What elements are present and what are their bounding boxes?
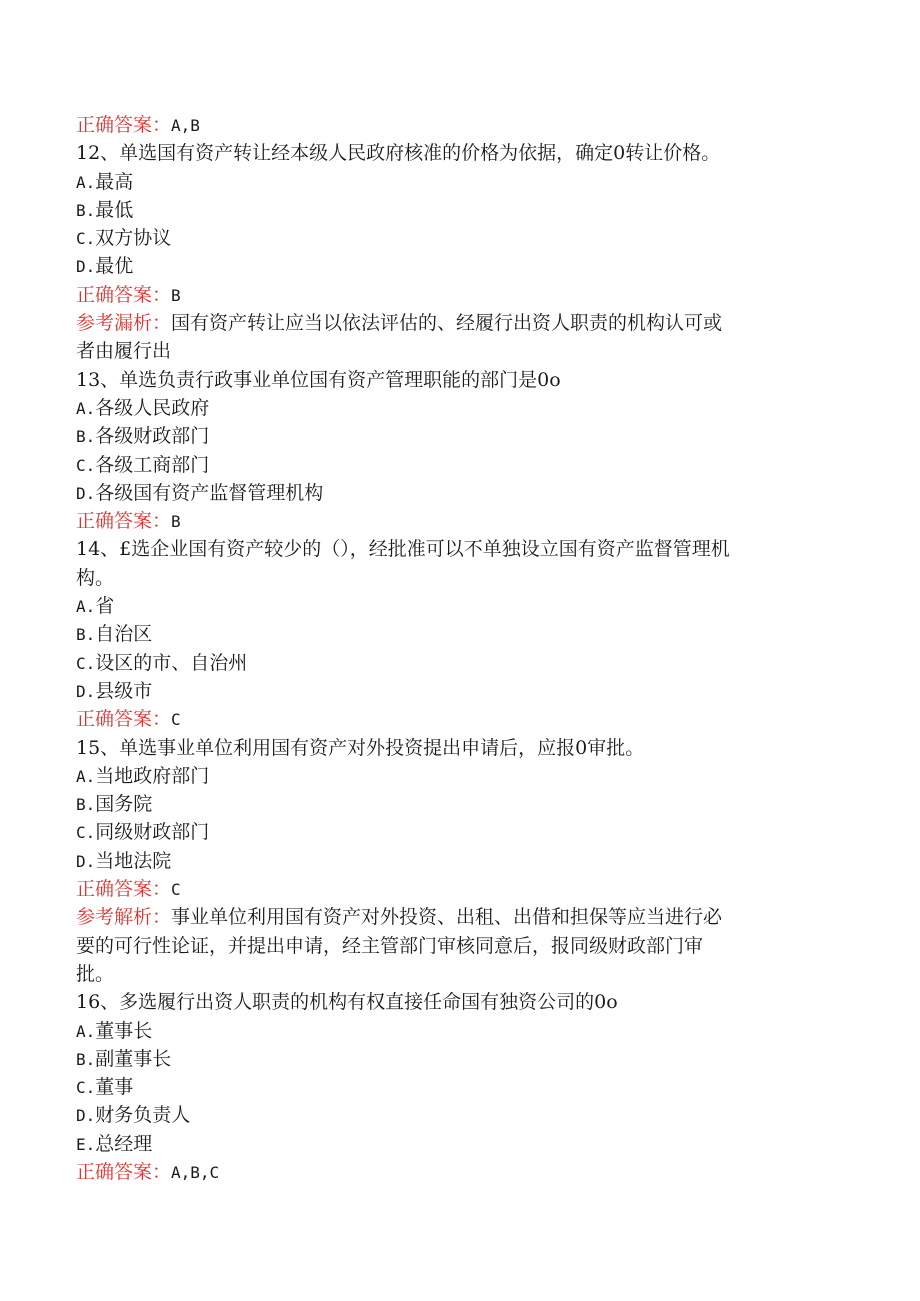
- answer-label: 正确答案：: [76, 114, 172, 136]
- answer-line: [76, 507, 836, 535]
- option-item: [76, 818, 836, 846]
- option-letter: C.: [76, 455, 96, 475]
- analysis-text: 国有资产转让应当以依法评估的、经履行出资人职责的机构认可或: [171, 312, 723, 335]
- analysis-text: 批。: [76, 962, 115, 985]
- option-item: [76, 1017, 836, 1045]
- question-block: [76, 366, 836, 536]
- option-letter: C.: [76, 1078, 96, 1098]
- answer-line: [76, 111, 836, 139]
- option-text: 同级财政部门: [95, 821, 210, 844]
- analysis-text: 者由履行出: [76, 340, 172, 363]
- answer-label: 正确答案：: [76, 708, 172, 731]
- option-text: 当地政府部门: [95, 764, 210, 787]
- option-item: [76, 677, 836, 705]
- option-item: [76, 620, 836, 648]
- option-text: 省: [95, 595, 115, 618]
- option-text: 最高: [95, 170, 134, 193]
- option-item: [76, 422, 836, 450]
- option-letter: E.: [76, 1134, 96, 1154]
- option-item: [76, 592, 836, 620]
- option-letter: C.: [76, 653, 96, 673]
- answer-line: [76, 1158, 836, 1186]
- option-letter: B.: [76, 427, 96, 447]
- option-letter: D.: [76, 681, 96, 701]
- option-text: 国务院: [95, 793, 153, 816]
- question-block: [76, 139, 836, 365]
- option-text: 董事: [95, 1076, 134, 1099]
- question-block: [76, 734, 836, 989]
- option-letter: C.: [76, 823, 96, 843]
- option-letter: D.: [76, 851, 96, 871]
- question-text: 构。: [76, 566, 115, 589]
- option-item: [76, 790, 836, 818]
- answer-line: [76, 705, 836, 733]
- answer-value: B: [171, 512, 181, 532]
- option-letter: D.: [76, 1106, 96, 1126]
- option-letter: D.: [76, 257, 96, 277]
- option-text: 最优: [95, 255, 134, 278]
- analysis-label: 参考漏析：: [76, 312, 172, 335]
- option-text: 总经理: [95, 1132, 153, 1155]
- option-item: [76, 1073, 836, 1101]
- question-text: 12、单选国有资产转让经本级人民政府核准的价格为依据，确定0转让价格。: [76, 142, 721, 165]
- answer-label: 正确答案：: [76, 1160, 172, 1183]
- question-text: 14、£选企业国有资产较少的（），经批准可以不单独设立国有资产监督管理机: [76, 538, 730, 561]
- option-letter: C.: [76, 229, 96, 249]
- analysis-line: [76, 903, 836, 931]
- document-page: [76, 111, 836, 1186]
- answer-value: A,B,C: [171, 1162, 220, 1182]
- question-block: [76, 988, 836, 1186]
- option-letter: B.: [76, 1049, 96, 1069]
- option-text: 副董事长: [95, 1047, 172, 1070]
- option-text: 各级财政部门: [95, 425, 210, 448]
- question-text: 16、多选履行出资人职责的机构有权直接任命国有独资公司的0o: [76, 991, 618, 1014]
- answer-label: 正确答案：: [76, 283, 172, 306]
- option-text: 各级人民政府: [95, 396, 210, 419]
- question-block: [76, 535, 836, 733]
- option-text: 各级工商部门: [95, 453, 210, 476]
- question-text: 13、单选负责行政事业单位国有资产管理职能的部门是0o: [76, 368, 561, 391]
- analysis-line: [76, 309, 836, 337]
- analysis-label: 参考解析：: [76, 906, 172, 929]
- option-item: [76, 252, 836, 280]
- option-letter: A.: [76, 172, 96, 192]
- answer-line: [76, 281, 836, 309]
- option-item: [76, 762, 836, 790]
- analysis-text: 要的可行性论证，并提出申请，经主管部门审核同意后，报同级财政部门审: [76, 934, 704, 957]
- option-letter: A.: [76, 398, 96, 418]
- option-letter: A.: [76, 766, 96, 786]
- option-text: 县级市: [95, 679, 153, 702]
- answer-label: 正确答案：: [76, 878, 172, 901]
- answer-value: B: [171, 285, 181, 305]
- analysis-line: [76, 960, 836, 988]
- option-letter: D.: [76, 483, 96, 503]
- answer-value: A,B: [171, 116, 200, 135]
- option-letter: B.: [76, 625, 96, 645]
- option-text: 财务负责人: [95, 1104, 191, 1127]
- option-item: [76, 649, 836, 677]
- option-text: 最低: [95, 198, 134, 221]
- option-item: [76, 394, 836, 422]
- option-letter: B.: [76, 200, 96, 220]
- option-text: 双方协议: [95, 227, 172, 250]
- option-item: [76, 168, 836, 196]
- option-item: [76, 196, 836, 224]
- option-letter: A.: [76, 1021, 96, 1041]
- option-text: 当地法院: [95, 849, 172, 872]
- option-item: [76, 847, 836, 875]
- option-item: [76, 224, 836, 252]
- option-text: 设区的市、自治州: [95, 651, 248, 674]
- option-item: [76, 451, 836, 479]
- question-list: [76, 139, 836, 1186]
- option-letter: A.: [76, 597, 96, 617]
- question-text: 15、单选事业单位利用国有资产对外投资提出申请后，应报0审批。: [76, 736, 645, 759]
- option-item: [76, 1101, 836, 1129]
- analysis-line: [76, 932, 836, 960]
- analysis-line: [76, 337, 836, 365]
- analysis-text: 事业单位利用国有资产对外投资、出租、出借和担保等应当进行必: [171, 906, 723, 929]
- option-item: [76, 479, 836, 507]
- answer-value: C: [171, 710, 181, 730]
- answer-label: 正确答案：: [76, 510, 172, 533]
- option-text: 自治区: [95, 623, 153, 646]
- option-item: [76, 1045, 836, 1073]
- option-text: 董事长: [95, 1019, 153, 1042]
- option-item: [76, 1130, 836, 1158]
- option-letter: B.: [76, 795, 96, 815]
- option-text: 各级国有资产监督管理机构: [95, 481, 324, 504]
- answer-value: C: [171, 880, 181, 900]
- answer-line: [76, 875, 836, 903]
